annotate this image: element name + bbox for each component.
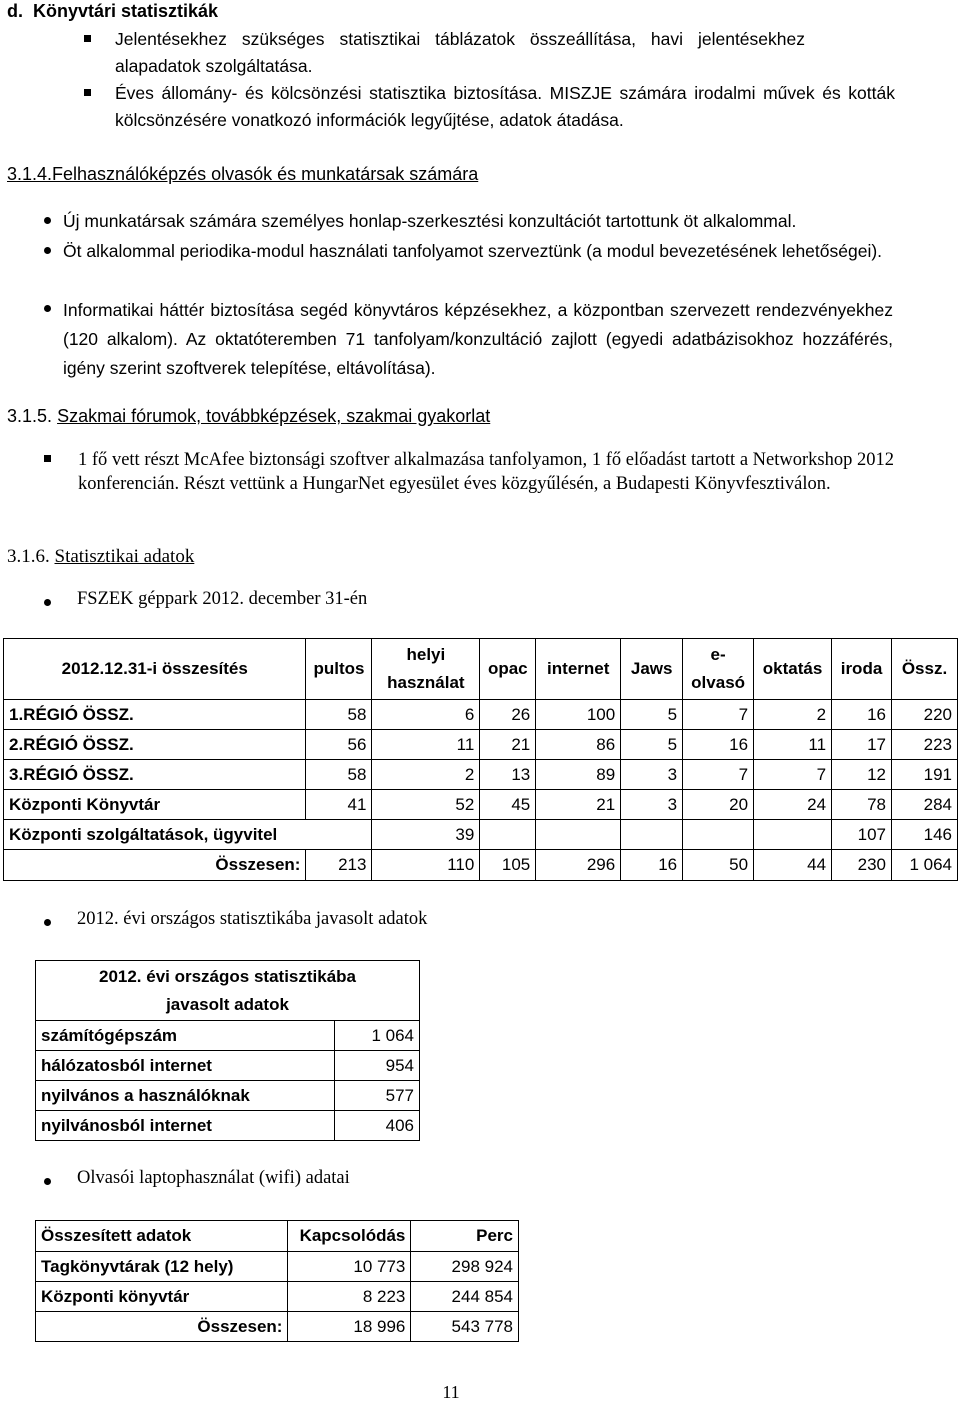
section-316-heading: [7, 546, 194, 568]
table1-cell: 11: [372, 730, 480, 760]
table1-header-cell: internet: [536, 639, 621, 700]
table1-cell: 17: [832, 730, 892, 760]
table3-cell: 10 773: [288, 1252, 411, 1282]
section-316-bullet-1: FSZEK géppark 2012. december 31-én: [77, 589, 368, 609]
table2-title-line: javasolt adatok: [166, 994, 289, 1014]
page-number: 11: [442, 1382, 460, 1402]
table3-cell: 244 854: [411, 1282, 519, 1312]
table1-cell: 16: [621, 850, 683, 881]
table3-cell: 8 223: [288, 1282, 411, 1312]
table1-cell: [536, 820, 621, 850]
table2-cell: 406: [335, 1111, 420, 1141]
table3-cell: Tagkönyvtárak (12 hely): [36, 1252, 288, 1282]
table1-cell: 41: [306, 790, 372, 820]
table1-cell: [683, 820, 754, 850]
table1-header-cell: 2012.12.31-i összesítés: [4, 639, 306, 700]
table1-cell: 105: [480, 850, 536, 881]
table-row: [4, 790, 958, 820]
table2-title-line: 2012. évi országos statisztikába: [98, 966, 357, 986]
table1-cell: 24: [754, 790, 832, 820]
table3-cell: 298 924: [411, 1252, 519, 1282]
table1-header-cell: [683, 639, 754, 700]
section-315-bullet: 1 fő vett részt McAfee biztonsági szoftver alkalmazása tanfolyamon, 1 fő előadást tartott a Networkshop 2012 konferencián. Részt vettünk a HungarNet egyesület éves közgyűlésén, a Budapesti Könyvfesztiválon.: [78, 450, 894, 494]
square-bullet-icon: [44, 455, 51, 462]
section-315-heading-num: 3.1.5.: [7, 406, 53, 426]
table3-header-cell: Perc: [411, 1221, 519, 1252]
table1-header-line: olvasó: [691, 673, 746, 692]
table1-header-line: e-: [710, 645, 726, 664]
table1-header-cell: iroda: [832, 639, 892, 700]
table1-cell: 107: [832, 820, 892, 850]
table-row: [36, 1051, 420, 1081]
table1-cell: 20: [683, 790, 754, 820]
section-316-heading-text: Statisztikai adatok: [54, 546, 195, 567]
table1-cell: 16: [683, 730, 754, 760]
table1-cell: 5: [621, 730, 683, 760]
table1-cell: 1.RÉGIÓ ÖSSZ.: [4, 700, 306, 730]
round-bullet-icon: [44, 599, 51, 606]
table3-cell: Összesen:: [36, 1312, 288, 1342]
table1-cell: 16: [832, 700, 892, 730]
round-bullet-icon: [44, 1178, 51, 1185]
table1-cell: 7: [683, 700, 754, 730]
section-316-bullet-3: Olvasói laptophasználat (wifi) adatai: [77, 1168, 350, 1188]
table1-cell: 3: [621, 790, 683, 820]
table1-header-row: [4, 639, 958, 700]
table1-cell: 100: [536, 700, 621, 730]
table1-total-row: [4, 850, 958, 881]
table-row: [4, 730, 958, 760]
table1-cell: 6: [372, 700, 480, 730]
section-315-heading-text: Szakmai fórumok, továbbképzések, szakmai gyakorlat: [57, 406, 491, 426]
table3-cell: 18 996: [288, 1312, 411, 1342]
table3-cell: 543 778: [411, 1312, 519, 1342]
wifi-stats-table: [35, 1220, 519, 1342]
table1-cell: 26: [480, 700, 536, 730]
workstation-stats-table: [3, 638, 958, 881]
table1-cell: 146: [891, 820, 957, 850]
table1-cell: 220: [891, 700, 957, 730]
round-bullet-icon: [44, 217, 51, 224]
table2-cell: nyilvánosból internet: [36, 1111, 335, 1141]
table1-cell: 296: [536, 850, 621, 881]
table1-cell: 12: [832, 760, 892, 790]
table-row: [4, 820, 958, 850]
table2-cell: 954: [335, 1051, 420, 1081]
table2-title-cell: [36, 961, 420, 1021]
section-316-bullet-2: 2012. évi országos statisztikába javasolt adatok: [77, 909, 428, 929]
table2-cell: 1 064: [335, 1021, 420, 1051]
section-316-heading-num: 3.1.6.: [7, 546, 50, 567]
section-314-heading-text: 3.1.4.Felhasználóképzés olvasók és munkatársak számára: [7, 164, 479, 184]
table-row: [36, 1111, 420, 1141]
table1-cell: 21: [480, 730, 536, 760]
table1-cell: [480, 820, 536, 850]
table1-cell: 2.RÉGIÓ ÖSSZ.: [4, 730, 306, 760]
table1-cell: [754, 820, 832, 850]
section-314-heading: [7, 164, 478, 185]
table1-cell: Összesen:: [4, 850, 306, 881]
table1-cell: Központi szolgáltatások, ügyvitel: [4, 820, 372, 850]
table1-cell: Központi Könyvtár: [4, 790, 306, 820]
table1-cell: 191: [891, 760, 957, 790]
table1-header-cell: pultos: [306, 639, 372, 700]
national-stats-table: [35, 960, 420, 1141]
table-row: [4, 760, 958, 790]
table1-cell: 13: [480, 760, 536, 790]
table1-cell: 39: [372, 820, 480, 850]
section-314-bullet-2: Öt alkalommal periodika-modul használati tanfolyamot szerveztünk (a modul bevezetésének lehetőségei).: [63, 241, 883, 261]
table3-header-cell: Kapcsolódás: [288, 1221, 411, 1252]
table1-cell: 7: [754, 760, 832, 790]
table1-header-cell: [372, 639, 480, 700]
table-row: [36, 1282, 519, 1312]
table2-cell: számítógépszám: [36, 1021, 335, 1051]
table1-cell: 3.RÉGIÓ ÖSSZ.: [4, 760, 306, 790]
table3-cell: Központi könyvtár: [36, 1282, 288, 1312]
table1-cell: 52: [372, 790, 480, 820]
table-row: [4, 700, 958, 730]
section-314-bullet-3: Informatikai háttér biztosítása segéd könyvtáros képzésekhez, a központban szervezett rendezvényekhez (120 alkalom). Az oktatóteremben 71 tanfolyam/konzultáció zajlott (egyedi adatbázisokhoz hozzáférés, igény szerint szoftverek telepítése, eltávolítása).: [63, 300, 893, 378]
table2-header-row: [36, 961, 420, 1021]
table1-cell: 7: [683, 760, 754, 790]
square-bullet-icon: [84, 89, 91, 96]
round-bullet-icon: [44, 305, 51, 312]
table1-cell: 58: [306, 760, 372, 790]
table1-cell: 78: [832, 790, 892, 820]
table1-cell: 44: [754, 850, 832, 881]
table1-header-cell: Jaws: [621, 639, 683, 700]
table1-header-line: használat: [387, 673, 465, 692]
round-bullet-icon: [44, 247, 51, 254]
section-314-bullet-1: Új munkatársak számára személyes honlap-szerkesztési konzultációt tartottunk öt alkalommal.: [63, 211, 797, 231]
square-bullet-icon: [84, 35, 91, 42]
section-315-heading: [7, 406, 490, 427]
table-row: [36, 1081, 420, 1111]
section-d-heading: d. Könyvtári statisztikák: [7, 1, 219, 21]
table1-cell: [621, 820, 683, 850]
table2-cell: 577: [335, 1081, 420, 1111]
table1-cell: 110: [372, 850, 480, 881]
table1-cell: 5: [621, 700, 683, 730]
table1-cell: 230: [832, 850, 892, 881]
table1-header-cell: Össz.: [891, 639, 957, 700]
section-d-bullet-2: Éves állomány- és kölcsönzési statisztika biztosítása. MISZJE számára irodalmi művek és kották kölcsönzésére vonatkozó információk legyűjtése, adatok átadása.: [115, 83, 895, 130]
table1-cell: 213: [306, 850, 372, 881]
table2-cell: hálózatosból internet: [36, 1051, 335, 1081]
table1-cell: 284: [891, 790, 957, 820]
table1-cell: 2: [372, 760, 480, 790]
table1-cell: 1 064: [891, 850, 957, 881]
table1-cell: 223: [891, 730, 957, 760]
table1-header-line: helyi: [406, 645, 446, 664]
table-row: [36, 1312, 519, 1342]
table1-cell: 2: [754, 700, 832, 730]
table1-cell: 58: [306, 700, 372, 730]
table1-cell: 86: [536, 730, 621, 760]
table1-cell: 50: [683, 850, 754, 881]
table1-cell: 21: [536, 790, 621, 820]
table1-cell: 3: [621, 760, 683, 790]
section-d-bullet-1: Jelentésekhez szükséges statisztikai táblázatok összeállítása, havi jelentésekhez alapadatok szolgáltatása.: [115, 29, 805, 76]
table3-header-cell: Összesített adatok: [36, 1221, 288, 1252]
table1-header-cell: opac: [480, 639, 536, 700]
table1-cell: 56: [306, 730, 372, 760]
table-row: [36, 1021, 420, 1051]
table1-header-cell: oktatás: [754, 639, 832, 700]
table3-header-row: [36, 1221, 519, 1252]
round-bullet-icon: [44, 919, 51, 926]
table1-cell: 45: [480, 790, 536, 820]
table1-cell: 89: [536, 760, 621, 790]
table2-cell: nyilvános a használóknak: [36, 1081, 335, 1111]
table1-cell: 11: [754, 730, 832, 760]
table-row: [36, 1252, 519, 1282]
